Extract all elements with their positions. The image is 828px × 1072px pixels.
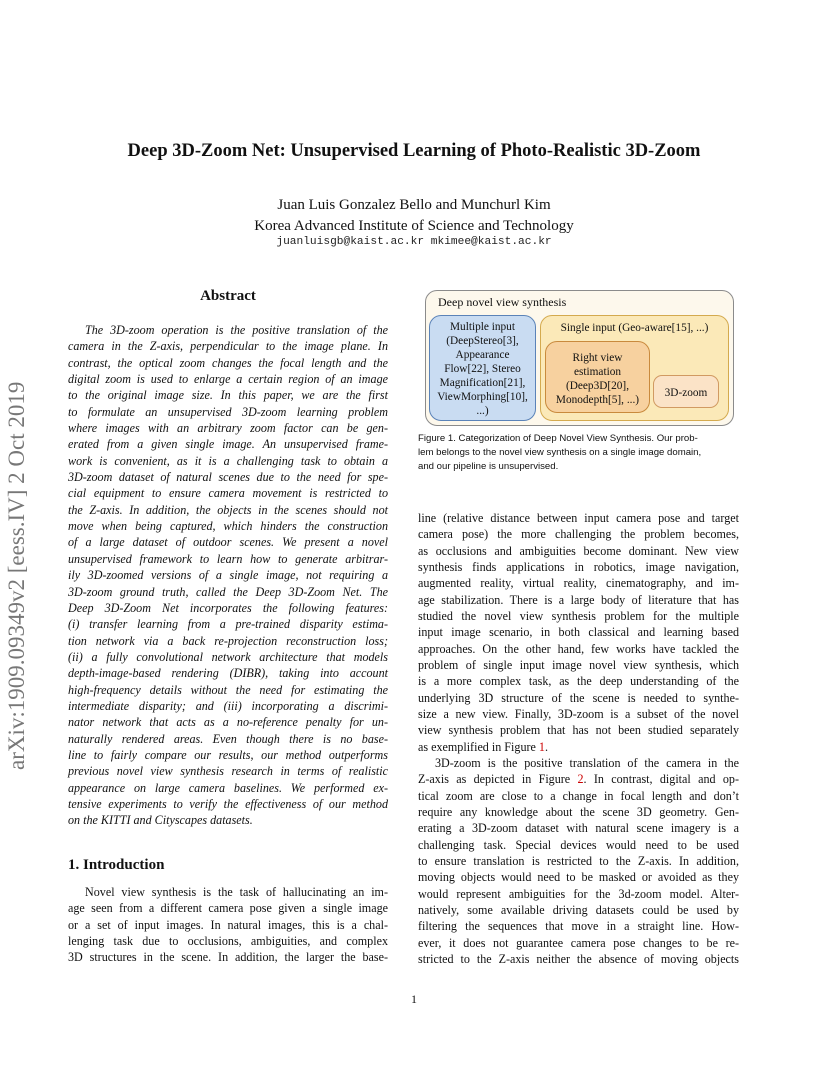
text-line: synthesis finds applications in robotics, image navigation, [418, 560, 739, 575]
text-line: natively, some available driving datasets could be used by [418, 903, 739, 918]
text-line: filtering the sequences that move in a straight line. How- [418, 919, 739, 934]
figure-3d-zoom-label: 3D-zoom [664, 387, 708, 399]
text-line: ily 3D-zoomed versions of a single image, not requiring a [68, 568, 388, 583]
right-column-paragraph-1 [418, 510, 739, 755]
figure-text-line: estimation [573, 366, 622, 378]
figure-caption [418, 432, 739, 474]
figure-text-line: Right view [572, 352, 623, 364]
intro-heading: 1. Introduction [68, 857, 165, 873]
figure-ref-link[interactable]: 2 [577, 772, 584, 787]
abstract-heading: Abstract [200, 288, 256, 304]
figure-single-input-label: Single input (Geo-aware[15], ...) [560, 322, 709, 334]
text-line: lenging task due to occlusions, ambiguities, and complex [68, 934, 388, 949]
text-line: or a set of input images. In natural images, this is a chal- [68, 917, 388, 932]
text-line: Novel view synthesis is the task of hallucinating an im- [85, 885, 388, 899]
arxiv-stamp: arXiv:1909.09349v2 [eess.IV] 2 Oct 2019 [4, 381, 29, 770]
figure-text-line: Appearance [455, 349, 510, 361]
authors: Juan Luis Gonzalez Bello and Munchurl Kim [277, 197, 551, 213]
caption-line: Figure 1. Categorization of Deep Novel View Synthesis. Our prob- [418, 433, 698, 444]
text-line: problem of single input image novel view synthesis, which [418, 658, 739, 673]
paper-title: Deep 3D-Zoom Net: Unsupervised Learning of Photo-Realistic 3D-Zoom [127, 141, 701, 161]
text-line: to ensure translation is restricted to the Z-axis. In addition, [418, 854, 739, 869]
text-line: view synthesis problem that has not been studied separately [418, 723, 739, 738]
caption-line: lem belongs to the novel view synthesis on a single image domain, [418, 447, 702, 458]
text-line: ever, it does not guarantee camera pose changes to be re- [418, 935, 739, 950]
text-line: work is convenient, as it is a challenging task to obtain a [68, 453, 388, 468]
text-line: erated from a given single image. An unsupervised frame- [68, 437, 388, 452]
text-line: augmented reality, virtual reality, cinematography, and im- [418, 576, 739, 591]
text-line: tensive experiments to verify the effectiveness of our method [68, 796, 388, 811]
text-line: appearance on large camera baselines. We performed ex- [68, 780, 388, 795]
text-line: (ii) a fully convolutional network architecture that models [68, 649, 388, 664]
text-line: challenging task. Special devices would need to be used [418, 837, 739, 852]
figure-text-line: (DeepStereo[3], [446, 335, 519, 347]
text-line: Deep 3D-Zoom Net incorporates the following features: [68, 600, 388, 615]
abstract-text [68, 322, 388, 829]
text-line: 3D-zoom is the positive translation of the camera in the [435, 756, 739, 770]
text-line: camera pose) the more challenging the problem becomes, [418, 527, 739, 542]
text-fragment: . [544, 739, 548, 754]
figure-text-line: Flow[22], Stereo [444, 363, 521, 375]
text-line: unsupervised framework to learn how to generate arbitrar- [68, 551, 388, 566]
text-line: studied the novel view synthesis problem for the multiple [418, 609, 739, 624]
text-line: the Z-axis. In addition, the objects in the scenes should not [68, 502, 388, 517]
text-line: erating a 3D-zoom dataset with natural scene imagery is a [418, 821, 739, 836]
author-block [0, 195, 828, 237]
text-line: move when being captured, which hinders the construction [68, 519, 388, 534]
figure-text-line: Multiple input [450, 321, 515, 333]
text-line: age seen from a different camera pose given a single image [68, 901, 388, 916]
figure-text-line: (Deep3D[20], [565, 380, 630, 392]
text-fragment: Z-axis as depicted in Figure [418, 772, 578, 787]
text-line: 3D-zoom dataset of natural scenes due to the need for spe- [68, 470, 388, 485]
text-line: contrast, the optical zoom changes the focal length and the [68, 355, 388, 370]
text-line: high-frequency details without the need for estimating the [68, 682, 388, 697]
text-line [418, 739, 739, 755]
text-line: previous novel view synthesis research in terms of realistic [68, 764, 388, 779]
text-line: cial equipment to ensure camera movement is restricted to [68, 486, 388, 501]
text-line: tical zoom are close to a change in focal length and don’t [418, 788, 739, 803]
text-line: camera in the Z-axis, perpendicular to the image plane. In [68, 339, 388, 354]
figure-multiple-input-text [429, 320, 536, 418]
text-line: underlying 3D structure of the scene is needed to synthe- [418, 690, 739, 705]
text-line: age stabilization. There is a large body of literature that has [418, 592, 739, 607]
figure-text-line: Magnification[21], [439, 377, 526, 389]
text-line: (i) transfer learning from a pre-trained disparity estima- [68, 617, 388, 632]
text-line: stricted to the Z-axis neither the absence of moving objects [418, 952, 739, 967]
text-line: is a more complex task, as the deep understanding of the [418, 674, 739, 689]
text-line: to formulate an unsupervised 3D-zoom learning problem [68, 404, 388, 419]
emails: juanluisgb@kaist.ac.kr mkimee@kaist.ac.kr [276, 236, 552, 248]
text-line: nator network that acts as a no-reference penalty for un- [68, 715, 388, 730]
text-line: naturally rendered areas. Even though there is no base- [68, 731, 388, 746]
text-line: tion network via a back re-projection reconstruction loss; [68, 633, 388, 648]
affiliation: Korea Advanced Institute of Science and Technology [254, 218, 574, 234]
text-line: moving objects would need to be masked or avoided as they [418, 870, 739, 885]
text-line: on the KITTI and Cityscapes datasets. [68, 813, 253, 828]
text-line: intermediate disparity; and (iii) incorporating a discrimi- [68, 698, 388, 713]
figure-ref-link[interactable]: 1 [538, 739, 545, 754]
text-line: would represent ambiguities for the 3d-zoom model. Alter- [418, 886, 739, 901]
caption-line: and our pipeline is unsupervised. [418, 461, 559, 472]
text-line: 3D structures in the scene. In addition, the larger the base- [68, 950, 388, 965]
text-line: as occlusions and ambiguities become dominant. New view [418, 543, 739, 558]
text-line: line to fairly compare our results, our method outperforms [68, 747, 388, 762]
text-line: to the original image size. In this paper, we are the first [68, 388, 388, 403]
text-line: digital zoom is used to enlarge a certain region of an image [68, 372, 388, 387]
text-line: depth-image-based rendering (DIBR), taking into account [68, 666, 388, 681]
text-fragment: as exemplified in Figure [418, 739, 539, 754]
text-line [418, 771, 739, 787]
text-line: The 3D-zoom operation is the positive translation of the [85, 323, 388, 337]
figure-right-view-text [545, 351, 650, 407]
text-line: approaches. On the other hand, few works have tackled the [418, 641, 739, 656]
text-line: size a new view. Finally, 3D-zoom is a subset of the novel [418, 707, 739, 722]
figure-text-line: ...) [476, 405, 489, 417]
figure-outer-label: Deep novel view synthesis [438, 295, 567, 309]
right-column-paragraph-2 [418, 755, 739, 967]
text-line: require any knowledge about the scene 3D geometry. Gen- [418, 805, 739, 820]
text-line: input image scenario, in both classical and learning based [418, 625, 739, 640]
figure-text-line: Monodepth[5], ...) [555, 394, 640, 406]
text-line: line (relative distance between input camera pose and target [418, 511, 739, 525]
intro-text [68, 884, 388, 966]
text-line: where images with an arbitrary zoom factor can be gen- [68, 421, 388, 436]
figure-text-line: ViewMorphing[10], [437, 391, 528, 403]
text-line: 3D-zoom ground truth, called the Deep 3D-Zoom Net. The [68, 584, 388, 599]
page-number: 1 [411, 992, 417, 1006]
text-line: of a large dataset of outdoor scenes. We present a novel [68, 535, 388, 550]
text-fragment: . In contrast, digital and op- [583, 772, 739, 787]
